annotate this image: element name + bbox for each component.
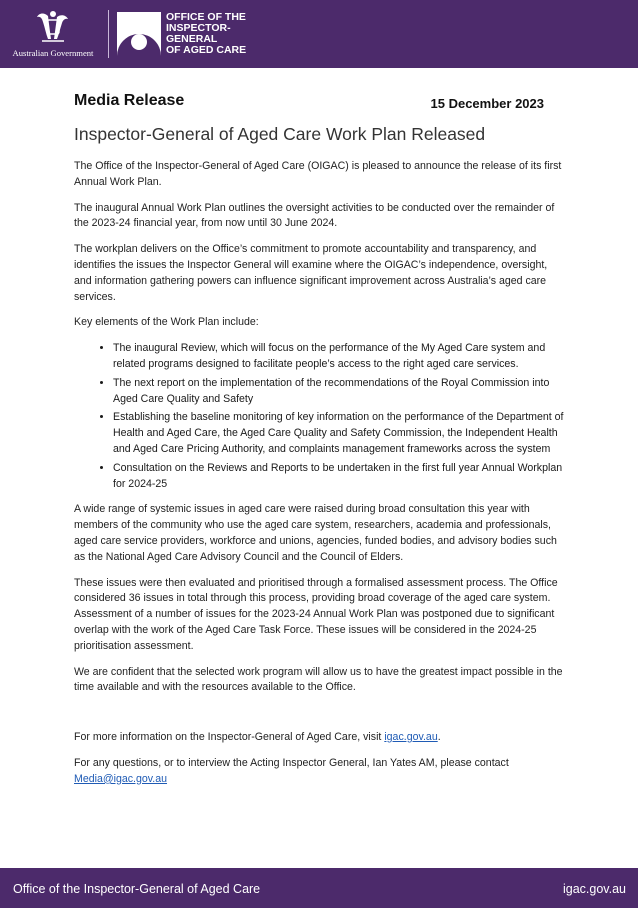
paragraph: These issues were then evaluated and prioritised through a formalised assessment process. The Office considered 36 issues in total through this process, providing broad coverage of the aged care system. Assessment of a number of issues for the 2023-24 Annual Work Plan was postponed due to significant overlap with the work of the Aged Care Task Force. These issues will be considered in the 2024-25 prioritisation assessment. (74, 576, 558, 652)
contact-text: For any questions, or to interview the Acting Inspector General, Ian Yates AM, please contact (74, 756, 509, 769)
media-email-link[interactable]: Media@igac.gov.au (74, 772, 168, 785)
list-item: • The inaugural Review, which will focus on the performance of the My Aged Care system and related programs designed to facilitate people’s access to the right aged care services. (113, 341, 566, 373)
list-item: • Establishing the baseline monitoring of key information on the performance of the Department of Health and Aged Care, the Aged Care Quality and Safety Commission, the Independent Health and Aged Care Pricing Authority, and complaints management frameworks across the system (113, 410, 566, 457)
more-info-paragraph (74, 730, 566, 746)
page-header (0, 0, 638, 68)
paragraph: Key elements of the Work Plan include: (74, 316, 259, 329)
spacer (74, 706, 566, 730)
header-divider (108, 10, 109, 58)
more-info-text: For more information on the Inspector-General of Aged Care, visit (74, 731, 385, 744)
footer-website: igac.gov.au (562, 882, 626, 896)
brand-line: OFFICE OF THE (166, 11, 246, 23)
footer-office-name: Office of the Inspector-General of Aged Care (13, 882, 261, 896)
brand-line: INSPECTOR- (166, 22, 231, 34)
oigac-logo-icon (117, 12, 161, 56)
paragraph: The Office of the Inspector-General of Aged Care (OIGAC) is pleased to announce the release of its first Annual Work Plan. (74, 160, 562, 188)
document-type: Media Release (74, 92, 185, 109)
paragraph: We are confident that the selected work program will allow us to have the greatest impact possible in the time available and with the resources available to the Office. (74, 665, 563, 694)
paragraph: A wide range of systemic issues in aged care were raised during broad consultation this year with members of the community who use the aged care system, researchers, academia and professionals, aged care service providers, workforce and unions, agencies, funded bodies, and advisory bodies such as the National Aged Care Advisory Council and the Council of Elders. (74, 503, 557, 563)
brand-line: GENERAL (166, 33, 218, 45)
coat-of-arms-icon (30, 8, 76, 46)
paragraph: The inaugural Annual Work Plan outlines the oversight activities to be conducted over the remainder of the 2023-24 financial year, from now until 30 June 2024. (74, 201, 555, 230)
list-item: • Consultation on the Reviews and Reports to be undertaken in the first full year Annual Workplan for 2024-25 (113, 461, 566, 493)
contact-paragraph (74, 756, 566, 788)
release-row (74, 88, 566, 112)
document-body (74, 88, 566, 798)
page-title: Inspector-General of Aged Care Work Plan Released (74, 124, 486, 144)
list-item: • The next report on the implementation of the recommendations of the Royal Commission into Aged Care Quality and Safety (113, 376, 566, 408)
paragraph: The workplan delivers on the Office’s commitment to promote accountability and transparency, and identifies the issues the Inspector General will examine where the OIGAC’s independence, oversight, and information gathering powers can influence significant improvement across Australia’s aged care services. (74, 243, 548, 303)
key-elements-list (74, 341, 566, 492)
office-brand-name (166, 12, 286, 56)
government-label: Australian Government (12, 48, 94, 58)
brand-line: OF AGED CARE (166, 44, 247, 56)
release-date: 15 December 2023 (430, 96, 544, 111)
page-footer (0, 868, 638, 908)
igac-website-link[interactable]: igac.gov.au (384, 731, 438, 744)
more-info-end: . (437, 731, 441, 744)
australian-government-logo (10, 8, 96, 60)
